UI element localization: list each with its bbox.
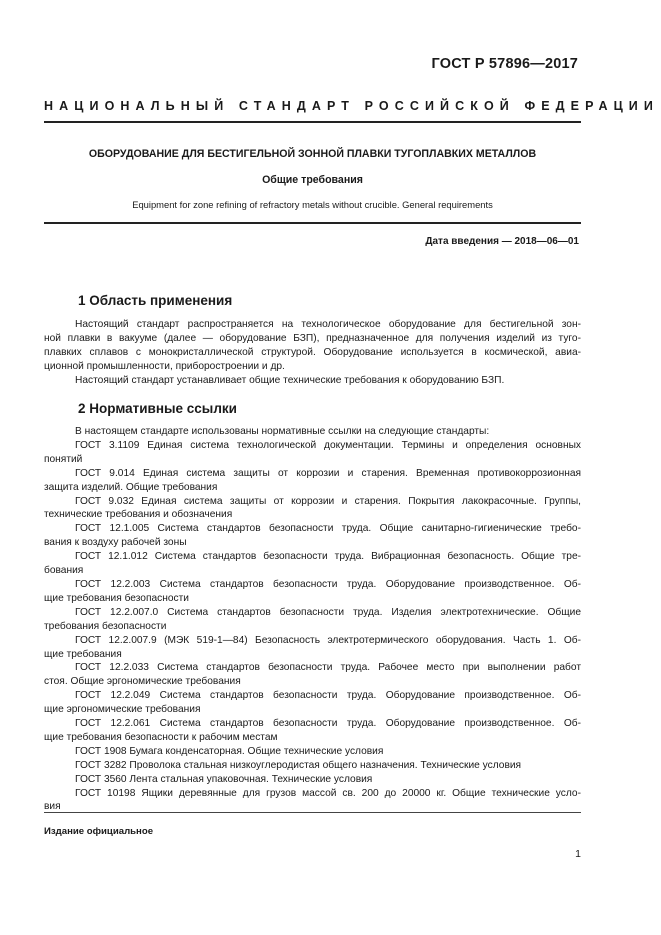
text-line: ГОСТ 12.2.061 Система стандартов безопасности труда. Оборудование производственное. Об- <box>75 718 581 730</box>
text-line: ной плавки в вакууме (далее — оборудование БЗП), предназначенное для получения изделий из туго- <box>44 332 581 344</box>
text-line: ГОСТ 12.2.007.9 (МЭК 519-1—84) Безопасность электротермического оборудования. Часть 1. Об- <box>75 634 581 646</box>
text-line: ГОСТ 9.032 Единая система защиты от коррозии и старения. Покрытия лакокрасочные. Группы, <box>75 495 581 507</box>
text-line: щие требования <box>44 648 122 660</box>
text-line: ГОСТ 10198 Ящики деревянные для грузов массой св. 200 до 20000 кг. Общие технические усло- <box>75 787 581 799</box>
text-line: требования безопасности <box>44 620 167 632</box>
text-line: стоя. Общие эргономические требования <box>44 676 241 688</box>
text-line: ГОСТ 12.1.012 Система стандартов безопасности труда. Вибрационная безопасность. Общие тре- <box>75 551 581 563</box>
text-line: Настоящий стандарт распространяется на технологическое оборудование для бестигельной зон- <box>75 319 581 330</box>
text-line: бования <box>44 565 84 577</box>
footer-divider <box>44 812 581 813</box>
text-line: вия <box>44 801 61 813</box>
text-line: ГОСТ 12.2.003 Система стандартов безопасности труда. Оборудование производственное. Об- <box>75 578 581 590</box>
text-line: вания к воздуху рабочей зоны <box>44 537 187 549</box>
document-title: ОБОРУДОВАНИЕ ДЛЯ БЕСТИГЕЛЬНОЙ ЗОННОЙ ПЛАВКИ ТУГОПЛАВКИХ МЕТАЛЛОВ <box>88 148 537 160</box>
page-number: 1 <box>575 848 581 860</box>
text-line: ГОСТ 1908 Бумага конденсаторная. Общие технические условия <box>75 745 384 757</box>
national-standard-heading: НАЦИОНАЛЬНЫЙ СТАНДАРТ РОССИЙСКОЙ ФЕДЕРАЦИИ <box>44 99 659 113</box>
section-1-heading: 1 Область применения <box>78 293 233 308</box>
text-line: ГОСТ 12.1.005 Система стандартов безопасности труда. Общие санитарно-гигиенические требо- <box>75 523 581 535</box>
text-line: ГОСТ 3560 Лента стальная упаковочная. Технические условия <box>75 773 373 785</box>
text-line: В настоящем стандарте использованы нормативные ссылки на следующие стандарты: <box>75 426 490 437</box>
header-divider <box>44 121 581 123</box>
text-line: ГОСТ 9.014 Единая система защиты от коррозии и старения. Временная противокоррозионная <box>75 467 581 479</box>
title-divider <box>44 222 581 224</box>
text-line: понятий <box>44 453 83 465</box>
section-2-body <box>44 425 581 814</box>
official-edition-label: Издание официальное <box>44 826 154 837</box>
text-line: технические требования и обозначения <box>44 509 233 521</box>
text-line: ГОСТ 12.2.049 Система стандартов безопасности труда. Оборудование производственное. Об- <box>75 690 581 702</box>
text-line: ГОСТ 12.2.033 Система стандартов безопасности труда. Рабочее место при выполнении работ <box>75 662 581 674</box>
text-line: ГОСТ 3282 Проволока стальная низкоуглеродистая общего назначения. Технические условия <box>75 759 522 771</box>
text-line: плавких сплавов с монокристаллической структурой. Оборудование используется в космической, авиа- <box>44 346 581 358</box>
text-line: Настоящий стандарт устанавливает общие технические требования к оборудованию БЗП. <box>75 374 505 386</box>
section-1-body <box>44 318 581 388</box>
document-code: ГОСТ Р 57896—2017 <box>431 56 578 72</box>
text-line: щие эргономические требования <box>44 704 201 716</box>
text-line: ГОСТ 3.1109 Единая система технологической документации. Термины и определения основных <box>75 439 581 451</box>
text-line: защита изделий. Общие требования <box>44 481 218 493</box>
text-line: ционной промышленности, приборостроении и др. <box>44 360 285 372</box>
document-subtitle: Общие требования <box>262 174 363 186</box>
introduction-date: Дата введения — 2018—06—01 <box>425 236 579 247</box>
document-title-english: Equipment for zone refining of refractory metals without crucible. General requirements <box>132 199 493 210</box>
text-line: ГОСТ 12.2.007.0 Система стандартов безопасности труда. Изделия электротехнические. Общие <box>75 606 581 618</box>
text-line: щие требования безопасности к рабочим местам <box>44 731 278 743</box>
section-2-heading: 2 Нормативные ссылки <box>78 401 237 416</box>
text-line: щие требования безопасности <box>44 592 189 604</box>
